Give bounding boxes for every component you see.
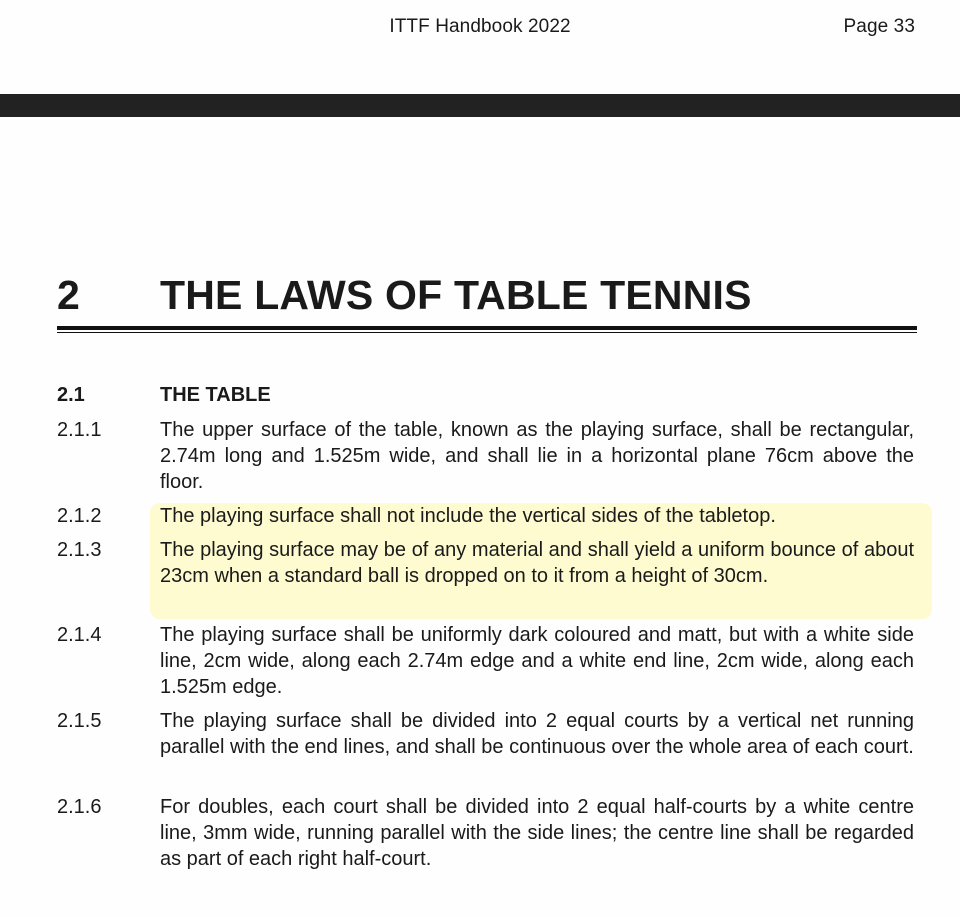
rule-text: The playing surface shall be uniformly dark coloured and matt, but with a white side line, 2cm wide, along each 2.74m edge and a white end line, 2cm wide, along each 1.525m edge. (160, 624, 914, 698)
rule-text: The playing surface shall not include the vertical sides of the tabletop. (160, 505, 776, 527)
header-bar (0, 94, 960, 117)
rule-text: The playing surface shall be divided into 2 equal courts by a vertical net running parallel with the end lines, and shall be continuous over the whole area of each court. (160, 710, 914, 758)
chapter-divider (57, 326, 917, 333)
rule-number: 2.1.2 (57, 505, 102, 527)
rule-text: The upper surface of the table, known as the playing surface, shall be rectangular, 2.74m long and 1.525m wide, and shall lie in a horizontal plane 76cm above the floor. (160, 419, 914, 493)
page-number: Page 33 (843, 16, 915, 37)
rule-number: 2.1.4 (57, 624, 102, 646)
handbook-title: ITTF Handbook 2022 (389, 16, 571, 37)
chapter-heading (57, 270, 917, 320)
rule-number: 2.1.1 (57, 419, 102, 441)
rule-text: The playing surface may be of any material and shall yield a uniform bounce of about 23cm when a standard ball is dropped on to it from a height of 30cm. (160, 539, 914, 587)
rule-text: For doubles, each court shall be divided into 2 equal half-courts by a white centre line, 3mm wide, running parallel with the side lines; the centre line shall be regarded as part of each right half-court. (160, 796, 914, 870)
running-header (0, 16, 960, 42)
chapter-number: 2 (57, 272, 80, 318)
rule-number: 2.1.6 (57, 796, 102, 818)
rule-number: 2.1.3 (57, 539, 102, 561)
section-number: 2.1 (57, 384, 85, 406)
rule-number: 2.1.5 (57, 710, 102, 732)
chapter-title: THE LAWS OF TABLE TENNIS (160, 272, 752, 318)
section-title: THE TABLE (160, 384, 271, 406)
